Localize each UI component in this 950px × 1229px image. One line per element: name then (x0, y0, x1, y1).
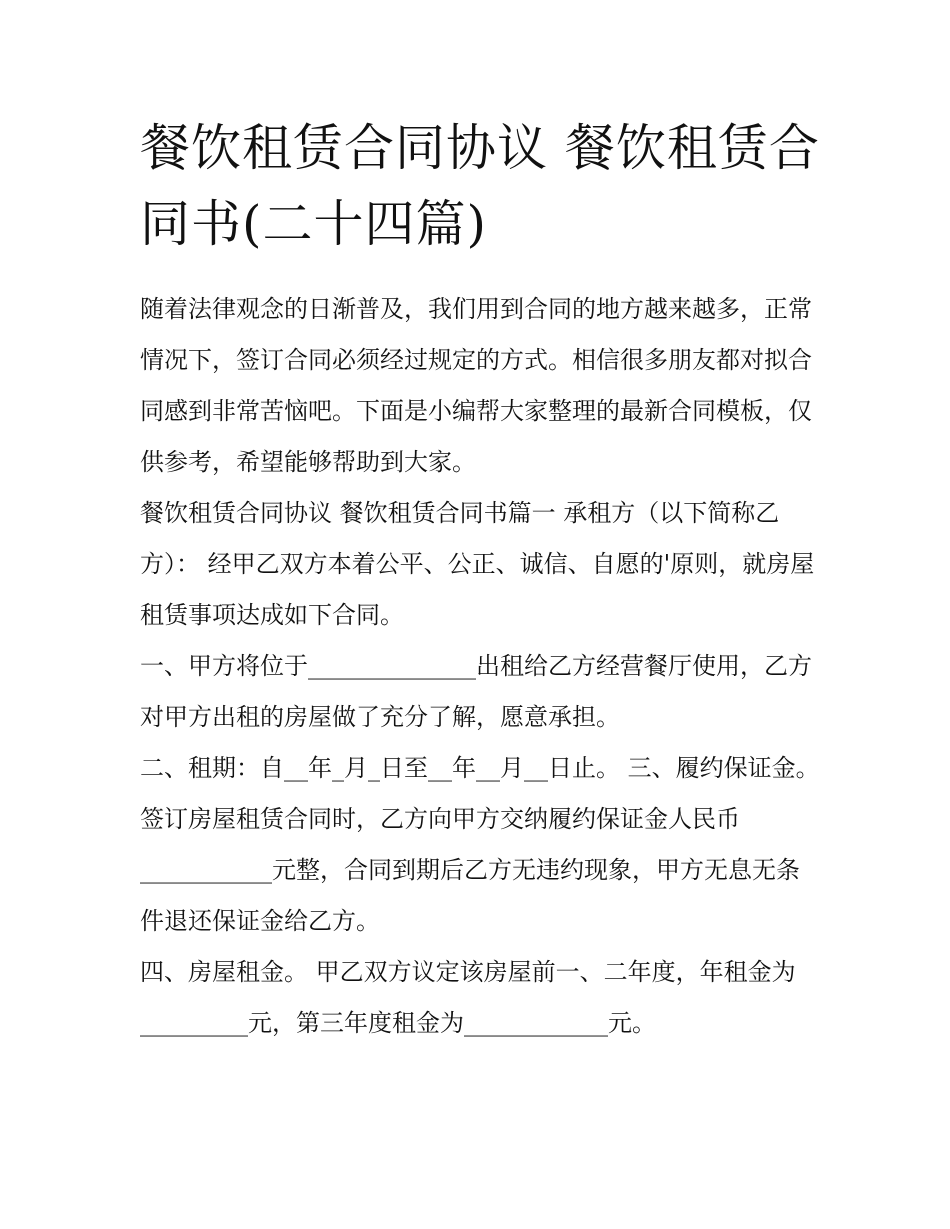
deposit-paragraph: 签订房屋租赁合同时，乙方向甲方交纳履约保证金人民币___________元整，合同到期后乙方无违约现象，甲方无息无条件退还保证金给乙方。 (140, 805, 800, 935)
clause-4-paragraph: 四、房屋租金。 甲乙双方议定该房屋前一、二年度，年租金为_________元，第三年度租金为____________元。 (140, 958, 796, 1037)
intro-paragraph: 随着法律观念的日渐普及，我们用到合同的地方越来越多，正常情况下，签订合同必须经过规定的方式。相信很多朋友都对拟合同感到非常苦恼吧。下面是小编帮大家整理的最新合同模板，仅供参考，希望能够帮助到大家。 (140, 295, 812, 476)
document-page (140, 110, 820, 1049)
document-title: 餐饮租赁合同协议 餐饮租赁合同书(二十四篇) (140, 119, 820, 253)
contract-intro-paragraph: 餐饮租赁合同协议 餐饮租赁合同书篇一 承租方（以下简称乙方）： 经甲乙双方本着公平、公正、诚信、自愿的'原则，就房屋租赁事项达成如下合同。 (140, 499, 815, 629)
clause-2-paragraph: 二、租期：自__年_月_日至__年__月__日止。 三、履约保证金。 (140, 754, 820, 782)
clause-1-paragraph: 一、甲方将位于______________出租给乙方经营餐厅使用，乙方对甲方出租的房屋做了充分了解，愿意承担。 (140, 652, 812, 731)
